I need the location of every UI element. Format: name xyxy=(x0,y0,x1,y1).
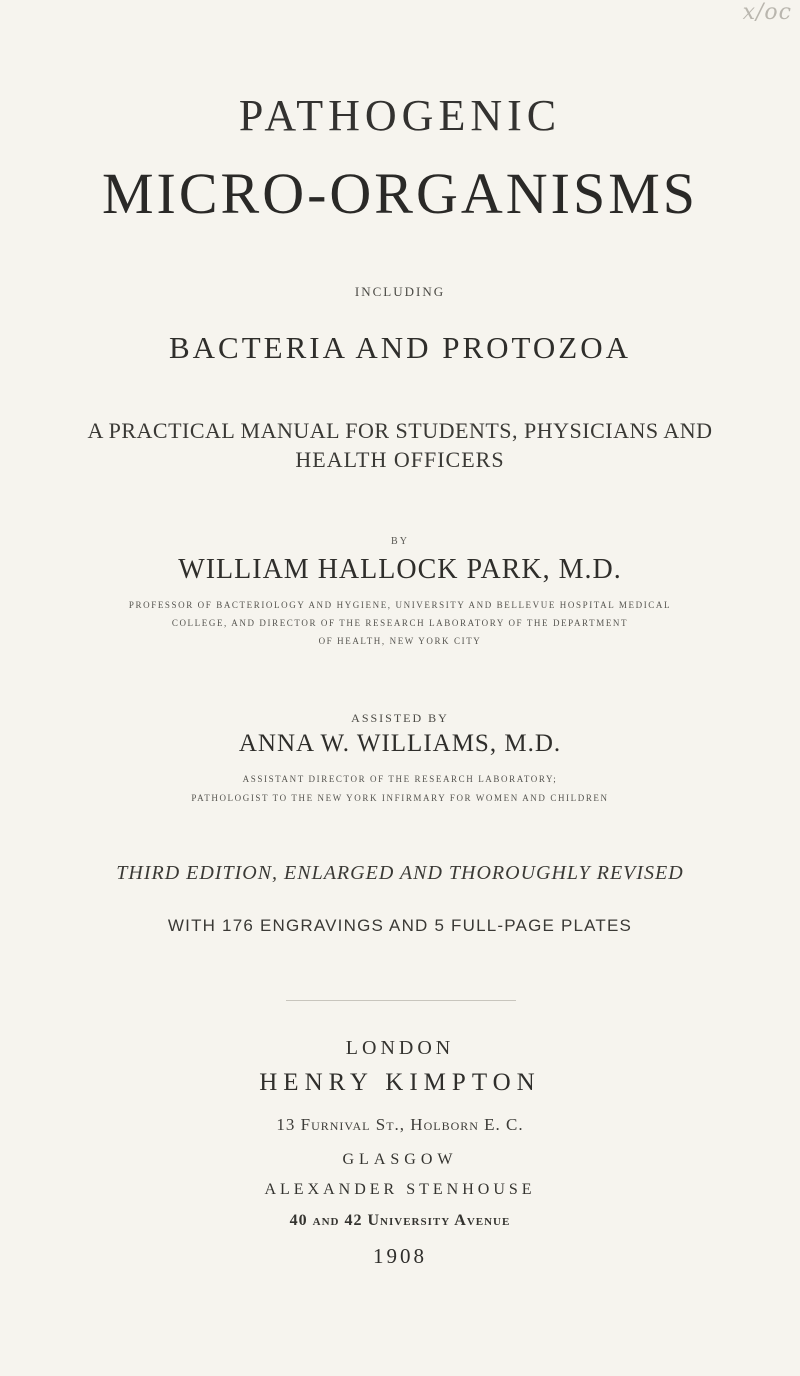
imprint-city-london: LONDON xyxy=(345,1037,455,1059)
imprint-publisher-kimpton: HENRY KIMPTON xyxy=(259,1069,541,1096)
title-line-1: PATHOGENIC xyxy=(238,91,562,140)
pencil-shelf-mark: x/oc xyxy=(742,0,792,25)
publication-year: 1908 xyxy=(373,1244,427,1268)
description-line-1: A PRACTICAL MANUAL FOR STUDENTS, PHYSICIANS AND xyxy=(87,418,713,443)
author-affiliation-line-3: OF HEALTH, NEW YORK CITY xyxy=(318,636,482,646)
author-name: WILLIAM HALLOCK PARK, M.D. xyxy=(178,554,622,585)
assistant-affiliation-line-1: ASSISTANT DIRECTOR OF THE RESEARCH LABORATORY; xyxy=(242,774,558,784)
imprint-city-glasgow: GLASGOW xyxy=(342,1151,458,1168)
title-line-2: MICRO-ORGANISMS xyxy=(101,161,699,226)
imprint-address-london: 13 Furnival St., Holborn E. C. xyxy=(276,1115,524,1134)
including-label: INCLUDING xyxy=(354,284,446,299)
description-line-2: HEALTH OFFICERS xyxy=(295,447,505,472)
edition-statement: THIRD EDITION, ENLARGED AND THOROUGHLY REVISED xyxy=(116,862,684,884)
assistant-affiliation-line-2: PATHOLOGIST TO THE NEW YORK INFIRMARY FOR WOMEN AND CHILDREN xyxy=(191,793,609,803)
imprint-publisher-stenhouse: ALEXANDER STENHOUSE xyxy=(264,1181,536,1198)
assisted-by-label: ASSISTED BY xyxy=(351,711,449,725)
imprint-address-glasgow: 40 and 42 University Avenue xyxy=(289,1212,511,1229)
assistant-name: ANNA W. WILLIAMS, M.D. xyxy=(238,730,562,757)
author-affiliation-line-1: PROFESSOR OF BACTERIOLOGY AND HYGIENE, UNIVERSITY AND BELLEVUE HOSPITAL MEDICAL xyxy=(128,600,672,610)
subtitle: BACTERIA AND PROTOZOA xyxy=(168,330,632,365)
illustrations-statement: WITH 176 ENGRAVINGS AND 5 FULL-PAGE PLATES xyxy=(167,916,633,935)
divider-rule xyxy=(286,1000,516,1001)
author-affiliation-line-2: COLLEGE, AND DIRECTOR OF THE RESEARCH LABORATORY OF THE DEPARTMENT xyxy=(171,618,629,628)
by-label: BY xyxy=(391,536,409,547)
